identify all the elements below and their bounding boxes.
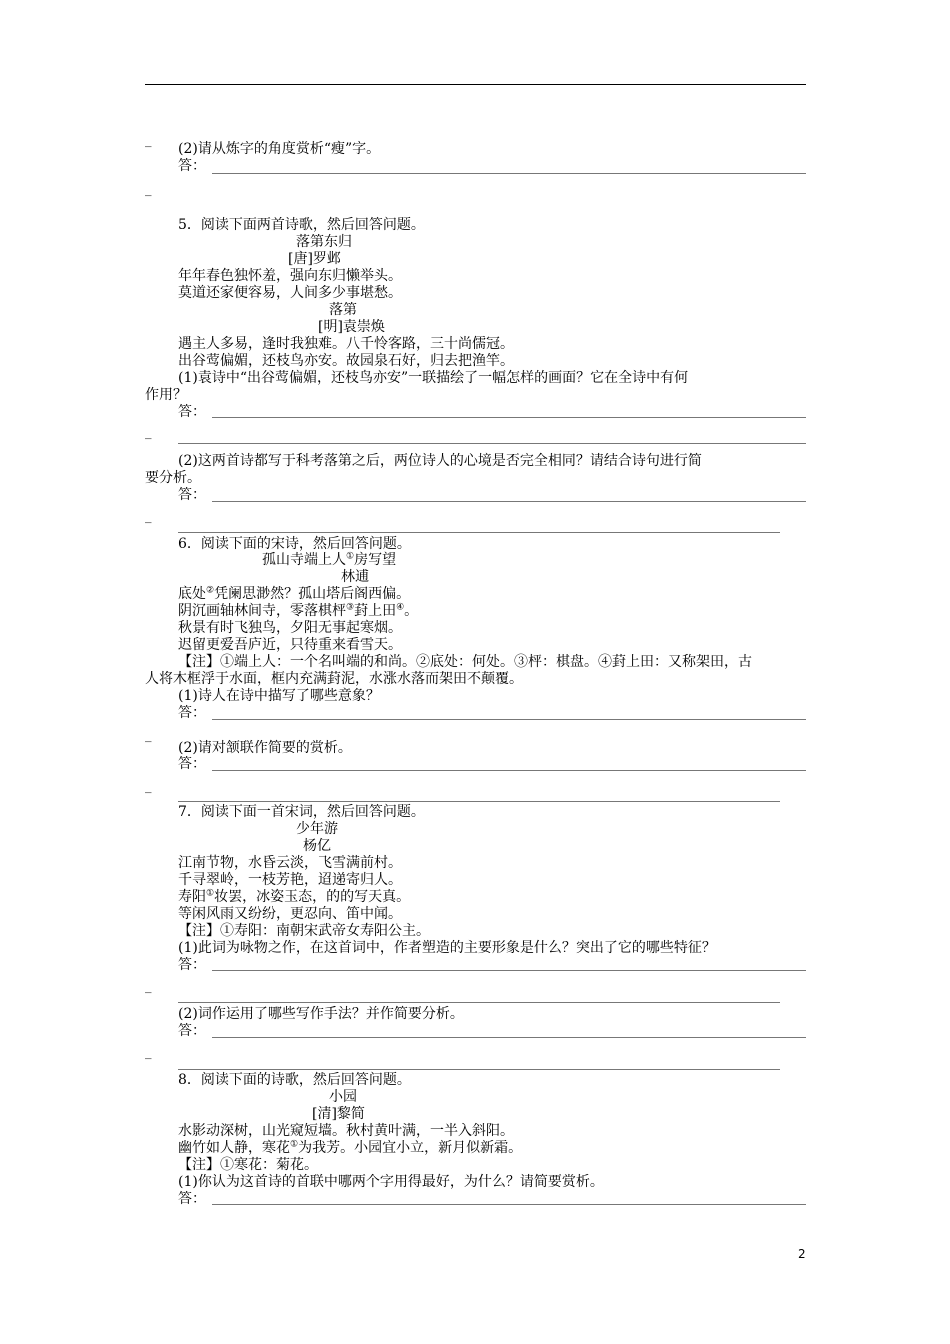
answer-line[interactable] (212, 1204, 806, 1205)
q6-poem-line: 秋景有时飞独鸟，夕阳无事起寒烟。 (178, 620, 402, 636)
q5-poem2-title: 落第 (329, 302, 357, 318)
dash-mark: _ (145, 133, 152, 148)
q5-part2: (2)这两首诗都写于科考落第之后，两位诗人的心境是否完全相同？请结合诗句进行简 (178, 453, 702, 469)
q5-poem2-author: [明]袁崇焕 (318, 319, 385, 335)
q6-part1: (1)诗人在诗中描写了哪些意象？ (178, 688, 380, 704)
dash-mark: _ (145, 509, 152, 524)
q7-note: 【注】①寿阳：南朝宋武帝女寿阳公主。 (178, 923, 430, 939)
q8-author: [清]黎简 (312, 1106, 365, 1122)
q6-poem-line: 底处②凭阑思渺然？孤山塔后阁西偏。 (178, 585, 411, 602)
q6-note-cont: 人将木框浮于水面，框内充满葑泥，水涨水落而架田不颠覆。 (145, 671, 523, 687)
q4-part2: (2)请从炼字的角度赏析“瘦”字。 (178, 141, 381, 157)
answer-line[interactable] (178, 443, 806, 444)
answer-line[interactable] (212, 417, 806, 418)
q8-title: 小园 (329, 1089, 357, 1105)
q8-note: 【注】①寒花：菊花。 (178, 1157, 318, 1173)
answer-line[interactable] (178, 532, 780, 533)
q8-part1: (1)你认为这首诗的首联中哪两个字用得最好，为什么？请简要赏析。 (178, 1174, 604, 1190)
q5-part1-cont: 作用？ (145, 387, 187, 403)
answer-label: 答： (178, 705, 206, 721)
q7-poem-line: 等闲风雨又纷纷，更忍向、笛中闻。 (178, 906, 402, 922)
answer-line[interactable] (178, 1069, 780, 1070)
dash-mark: _ (145, 425, 152, 440)
answer-line[interactable] (212, 501, 806, 502)
answer-label: 答： (178, 404, 206, 420)
dash-mark: _ (145, 182, 152, 197)
answer-line[interactable] (212, 1037, 806, 1038)
q5-intro: 5．阅读下面两首诗歌，然后回答问题。 (178, 217, 425, 233)
q6-part2: (2)请对颔联作简要的赏析。 (178, 740, 352, 756)
q7-poem-line: 千寻翠岭，一枝芳艳，迢递寄归人。 (178, 872, 402, 888)
answer-line[interactable] (212, 173, 806, 174)
q6-intro: 6．阅读下面的宋诗，然后回答问题。 (178, 536, 411, 552)
dash-mark: _ (145, 779, 152, 794)
dash-mark: _ (145, 728, 152, 743)
q5-poem1-line: 莫道还家便容易，人间多少事堪愁。 (178, 285, 402, 301)
answer-label: 答： (178, 487, 206, 503)
q7-part2: (2)词作运用了哪些写作手法？并作简要分析。 (178, 1006, 464, 1022)
dash-mark: _ (145, 1045, 152, 1060)
q6-title: 孤山寺端上人①房写望 (262, 551, 397, 568)
answer-label: 答： (178, 1023, 206, 1039)
page-number: 2 (798, 1247, 806, 1261)
q5-part1: (1)袁诗中“出谷莺偏媚，还枝鸟亦安”一联描绘了一幅怎样的画面？它在全诗中有何 (178, 370, 689, 386)
answer-label: 答： (178, 1191, 206, 1207)
q5-poem1-author: [唐]罗邺 (288, 251, 341, 267)
q5-part2-cont: 要分析。 (145, 470, 201, 486)
q5-poem2-line: 出谷莺偏媚，还枝鸟亦安。故园泉石好，归去把渔竿。 (178, 353, 514, 369)
q8-poem-line: 幽竹如人静，寒花①为我芳。小园宜小立，新月似新霜。 (178, 1139, 523, 1156)
q5-poem1-line: 年年春色独怀羞，强向东归懒举头。 (178, 268, 402, 284)
q7-poem-line: 寿阳①妆罢，冰姿玉态，的的写天真。 (178, 888, 411, 905)
answer-line[interactable] (178, 1002, 780, 1003)
q8-poem-line: 水影动深树，山光窥短墙。秋村黄叶满，一半入斜阳。 (178, 1123, 514, 1139)
q6-note: 【注】①端上人：一个名叫端的和尚。②底处：何处。③枰：棋盘。④葑上田：又称架田，古 (178, 654, 752, 670)
q7-poem-line: 江南节物，水昏云淡，飞雪满前村。 (178, 855, 402, 871)
q7-author: 杨亿 (303, 838, 331, 854)
answer-line[interactable] (178, 801, 780, 802)
q7-intro: 7．阅读下面一首宋词，然后回答问题。 (178, 804, 425, 820)
answer-line[interactable] (212, 719, 806, 720)
dash-mark: _ (145, 979, 152, 994)
answer-line[interactable] (212, 770, 806, 771)
q7-title: 少年游 (296, 821, 338, 837)
header-rule (145, 84, 806, 85)
answer-label: 答： (178, 158, 206, 174)
q6-poem-line: 迟留更爱吾庐近，只待重来看雪天。 (178, 637, 402, 653)
q6-author: 林逋 (341, 569, 369, 585)
q5-poem2-line: 遇主人多易，逢时我独难。八千怜客路，三十尚儒冠。 (178, 336, 514, 352)
q7-part1: (1)此词为咏物之作，在这首词中，作者塑造的主要形象是什么？突出了它的哪些特征？ (178, 940, 716, 956)
q5-poem1-title: 落第东归 (296, 234, 352, 250)
q8-intro: 8．阅读下面的诗歌，然后回答问题。 (178, 1072, 411, 1088)
answer-label: 答： (178, 957, 206, 973)
answer-label: 答： (178, 756, 206, 772)
answer-line[interactable] (212, 970, 806, 971)
q6-poem-line: 阴沉画轴林间寺，零落棋枰③葑上田④。 (178, 602, 419, 619)
